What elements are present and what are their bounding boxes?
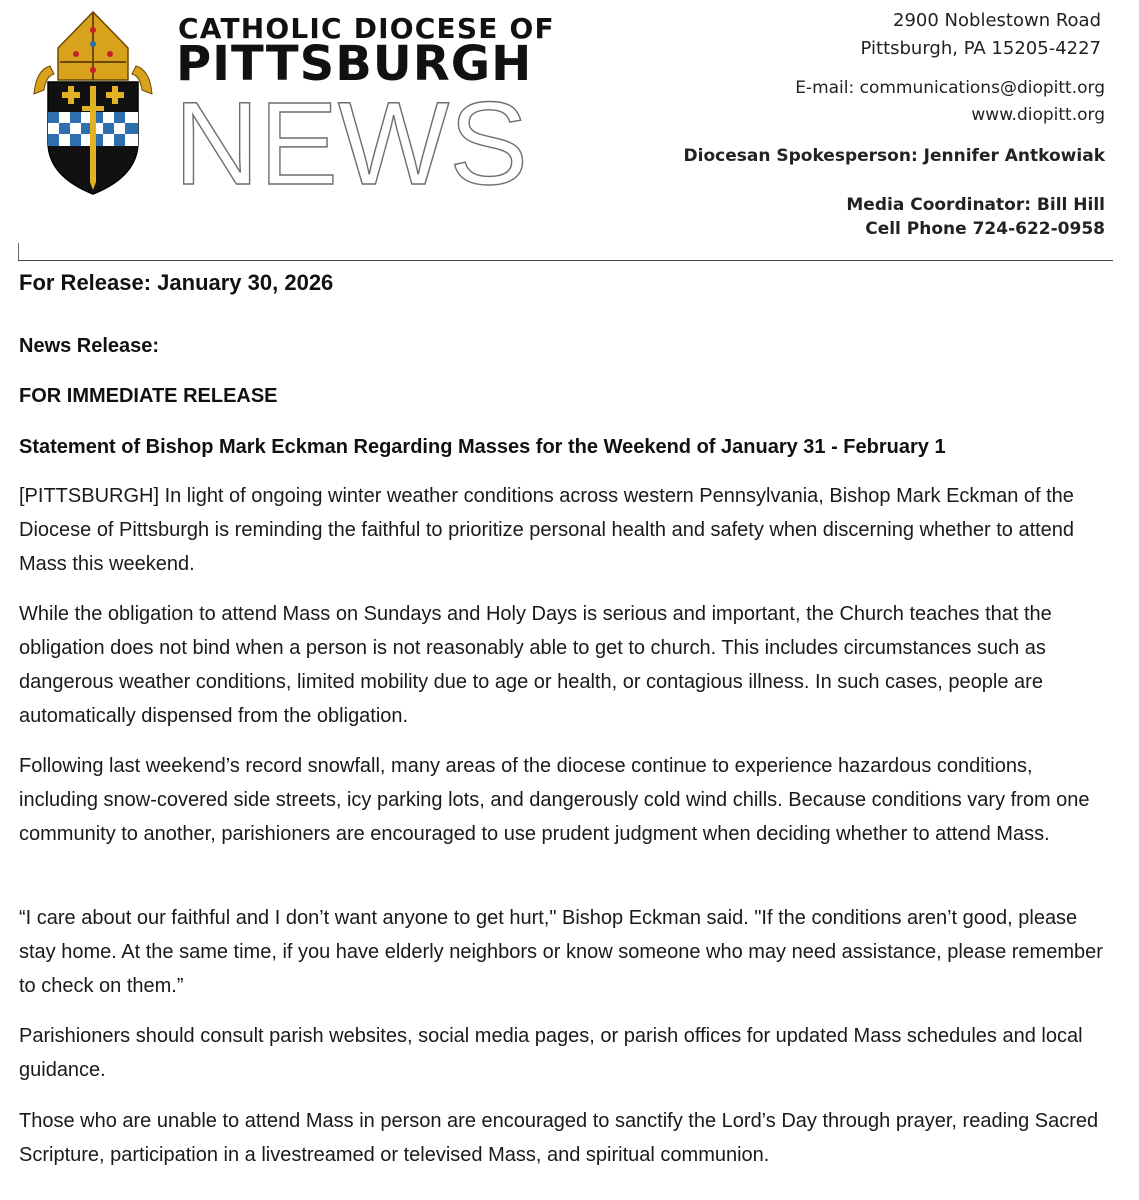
brand-name-line1: CATHOLIC DIOCESE OF	[178, 12, 555, 45]
email-link[interactable]: E-mail: communications@diopitt.org	[795, 78, 1105, 98]
brand-news-wordmark	[172, 88, 532, 192]
headline: Statement of Bishop Mark Eckman Regarding Masses for the Weekend of January 31 - February 1	[19, 436, 946, 458]
letterhead	[0, 0, 1139, 262]
body-paragraph: “I care about our faithful and I don’t want anyone to get hurt," Bishop Eckman said. "If the conditions aren’t good, please stay home. At the same time, if you have elderly neighbors or know someone who may need assistance, please remember to check on them.”	[19, 907, 1103, 997]
cell-phone: Cell Phone 724-622-0958	[865, 219, 1105, 239]
immediate-release-label: FOR IMMEDIATE RELEASE	[19, 385, 278, 407]
website-link[interactable]: www.diopitt.org	[971, 105, 1105, 125]
header-divider	[18, 260, 1113, 261]
brand-news-text: NEWS	[174, 88, 528, 192]
address-line1: 2900 Noblestown Road	[893, 10, 1101, 31]
body-paragraph: Those who are unable to attend Mass in person are encouraged to sanctify the Lord’s Day through prayer, reading Sacred Scripture, participation in a livestreamed or televised Mass, and spiritual communion.	[19, 1110, 1099, 1166]
brand-name-line2: PITTSBURGH	[176, 36, 533, 92]
media-coordinator: Media Coordinator: Bill Hill	[846, 195, 1105, 215]
release-date: For Release: January 30, 2026	[19, 270, 334, 295]
diocese-crest-icon	[30, 10, 156, 196]
news-release-label: News Release:	[19, 335, 160, 357]
body-paragraph: Following last weekend’s record snowfall, many areas of the diocese continue to experience hazardous conditions, including snow-covered side streets, icy parking lots, and dangerously cold wind chills. Because conditions vary from one community to another, parishioners are encouraged to use prudent judgment when deciding whether to attend Mass.	[19, 755, 1090, 845]
body-paragraph: While the obligation to attend Mass on Sundays and Holy Days is serious and important, the Church teaches that the obligation does not bind when a person is not reasonably able to get to church. This includes circumstances such as dangerous weather conditions, limited mobility due to age or health, or contagious illness. In such cases, people are automatically dispensed from the obligation.	[19, 603, 1052, 727]
spokesperson: Diocesan Spokesperson: Jennifer Antkowiak	[683, 146, 1105, 166]
rule-tick	[18, 243, 19, 260]
address-line2: Pittsburgh, PA 15205-4227	[860, 38, 1101, 59]
contact-block	[545, 10, 1105, 250]
body-paragraph: [PITTSBURGH] In light of ongoing winter weather conditions across western Pennsylvania, Bishop Mark Eckman of the Diocese of Pittsburgh is reminding the faithful to prioritize personal health and safety when discerning whether to attend Mass this weekend.	[19, 485, 1075, 575]
body-paragraph: Parishioners should consult parish websites, social media pages, or parish offices for updated Mass schedules and local guidance.	[19, 1025, 1083, 1081]
